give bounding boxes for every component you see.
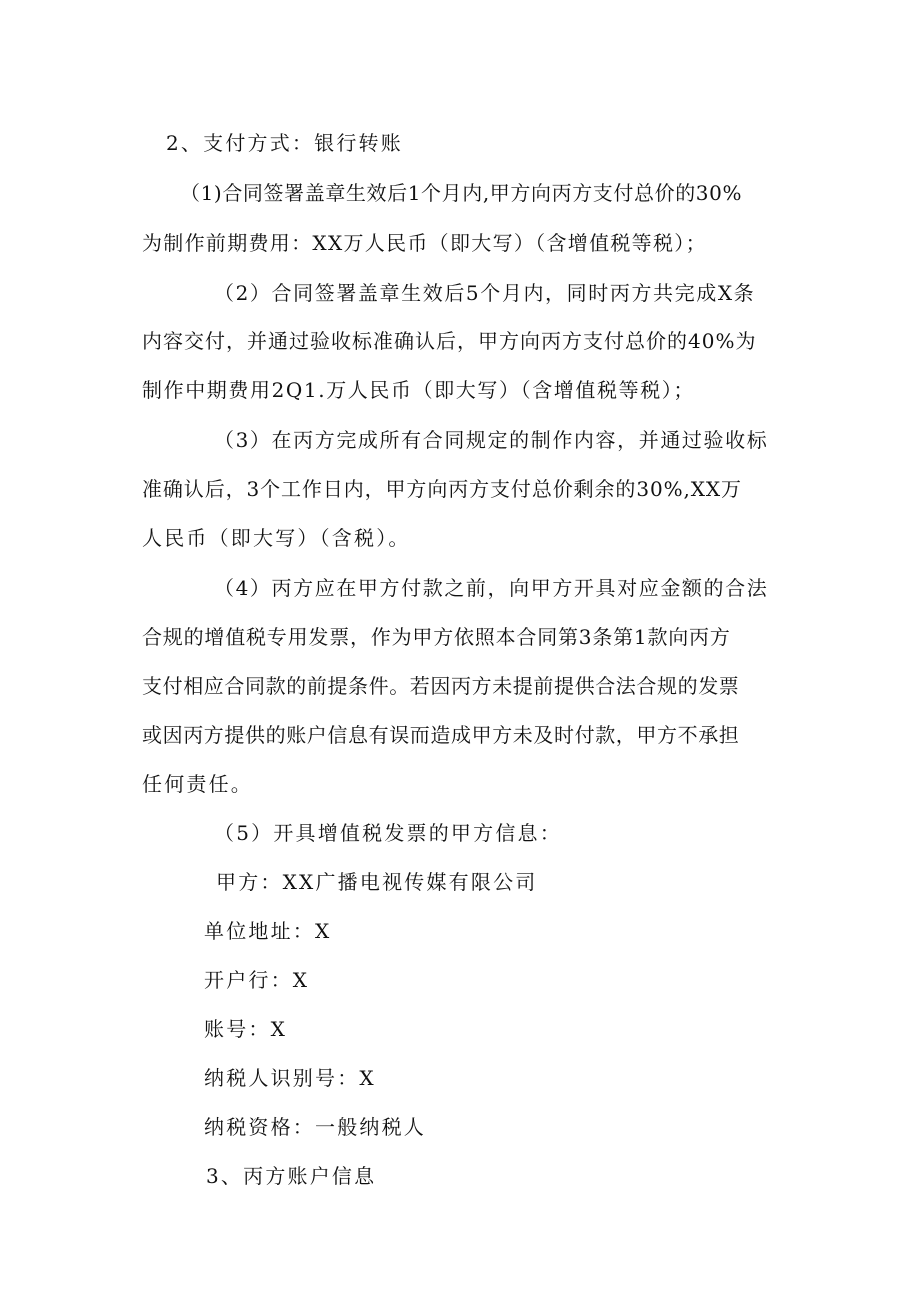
section-2-heading: 2、支付方式：银行转账: [166, 131, 403, 155]
party-a-tax-id: 纳税人识别号：X: [204, 1066, 376, 1090]
item-4-line-4: 或因丙方提供的账户信息有误而造成甲方未及时付款，甲方不承担: [142, 723, 740, 747]
party-a-tax-status: 纳税资格：一般纳税人: [204, 1115, 426, 1139]
item-2-line-1: （2）合同签署盖章生效后5个月内，同时丙方共完成X条: [214, 281, 756, 305]
item-3-line-3: 人民币（即大写）（含税）。: [142, 526, 411, 550]
party-a-account: 账号：X: [204, 1017, 288, 1041]
item-3-line-1: （3）在丙方完成所有合同规定的制作内容，并通过验收标: [214, 428, 769, 452]
party-a-address: 单位地址：X: [204, 919, 332, 943]
item-1-line-1: （1)合同签署盖章生效后1个月内,甲方向丙方支付总价的30%: [180, 181, 743, 205]
party-a-bank: 开户行：X: [204, 968, 310, 992]
item-5-heading: （5）开具增值税发票的甲方信息：: [214, 821, 562, 845]
party-a-name: 甲方：XX广播电视传媒有限公司: [216, 870, 538, 894]
item-2-line-2: 内容交付，并通过验收标准确认后，甲方向丙方支付总价的40%为: [142, 329, 757, 353]
item-4-line-1: （4）丙方应在甲方付款之前，向甲方开具对应金额的合法: [214, 576, 769, 600]
section-3-heading: 3、丙方账户信息: [206, 1164, 377, 1188]
item-4-line-2: 合规的增值税专用发票，作为甲方依照本合同第3条第1款向丙方: [142, 625, 731, 649]
item-4-line-3: 支付相应合同款的前提条件。若因丙方未提前提供合法合规的发票: [142, 674, 740, 698]
item-2-line-3: 制作中期费用2Q1.万人民币（即大写）（含增值税等税）；: [142, 378, 696, 402]
item-3-line-2: 准确认后，3个工作日内，甲方向丙方支付总价剩余的30%,XX万: [142, 477, 742, 501]
item-4-line-5: 任何责任。: [142, 772, 253, 796]
item-1-line-2: 为制作前期费用：XX万人民币（即大写）（含增值税等税）；: [142, 231, 707, 255]
